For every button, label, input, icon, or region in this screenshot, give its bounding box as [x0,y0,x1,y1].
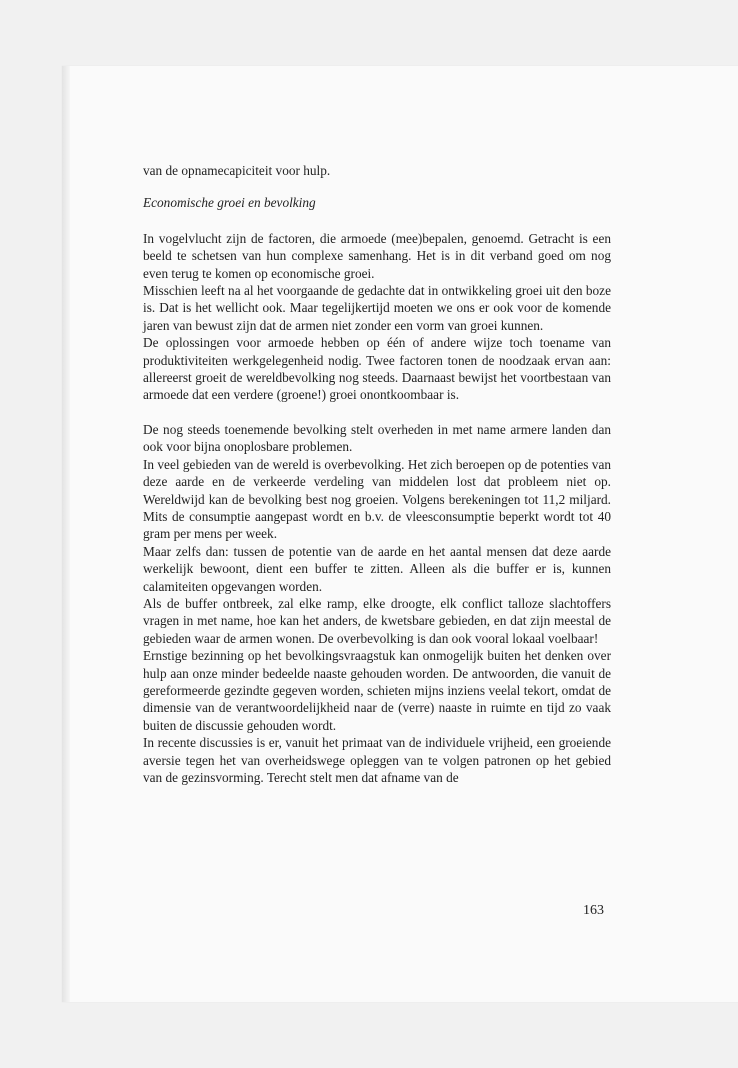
paragraph: In veel gebieden van de wereld is overbevolking. Het zich beroepen op de potenties van deze aarde en de verkeerde verdeling van middelen lost dat probleem niet op. Wereldwijd kan de bevolking best nog groeien. Volgens berekeningen tot 11,2 miljard. Mits de consumptie aangepast wordt en b.v. de vleesconsumptie beperkt wordt tot 40 gram per mens per week. [143,456,611,542]
paragraph: Misschien leeft na al het voorgaande de gedachte dat in ontwikkeling groei uit den boze is. Dat is het wellicht ook. Maar tegelijkertijd moeten we ons er ook voor de komende jaren van bewust zijn dat de armen niet zonder een vorm van groei kunnen. [143,283,611,333]
paragraph: Maar zelfs dan: tussen de potentie van de aarde en het aantal mensen dat deze aarde werkelijk bewoont, dient een buffer te zitten. Alleen als die buffer er is, kunnen calamiteiten opgevangen worden. [143,543,611,594]
section-heading: Economische groei en bevolking [143,195,316,211]
paragraph: De oplossingen voor armoede hebben op één of andere wijze toch toename van produktiviteiten werkgelegenheid nodig. Twee factoren tonen de noodzaak ervan aan: allereerst groeit de wereldbevolking nog steeds. Daarnaast bewijst het voortbestaan van armoede dat een verdere (groene!) groei onontkoombaar is. [143,335,611,403]
paragraph: Als de buffer ontbreek, zal elke ramp, elke droogte, elk conflict talloze slachtoffers vragen in met name, hoe kan het anders, de kwetsbare gebieden, en dat zijn meestal de gebieden waar de armen wonen. De overbevolking is dan ook vooral lokaal voelbaar! [143,595,611,646]
paragraph: In vogelvlucht zijn de factoren, die armoede (mee)bepalen, genoemd. Getracht is een beeld te schetsen van hun complexe samenhang. Het is in dit verband goed om nog even terug te komen op economische groei. [143,230,611,281]
page-number: 163 [583,903,604,918]
paragraph: De nog steeds toenemende bevolking stelt overheden in met name armere landen dan ook voor bijna onoplosbare problemen. [143,421,611,455]
paragraph: In recente discussies is er, vanuit het primaat van de individuele vrijheid, een groeiende aversie tegen het van overheidswege opleggen van te volgen patronen op het gebied van de gezinsvorming. Terecht stelt men dat afname van de [143,735,611,785]
opening-line: van de opnamecapiciteit voor hulp. [143,163,331,178]
paragraph: Ernstige bezinning op het bevolkingsvraagstuk kan onmogelijk buiten het denken over hulp aan onze minder bedeelde naaste gehouden worden. De antwoorden, die vanuit de gereformeerde gezindte gegeven worden, schieten mijns inziens veelal tekort, omdat de dimensie van de verantwoordelijkheid naar de (verre) naaste in ruimte en tijd zo vaak buiten de discussie gehouden wordt. [143,648,611,733]
page-body [143,162,611,786]
book-gutter [62,66,70,1002]
